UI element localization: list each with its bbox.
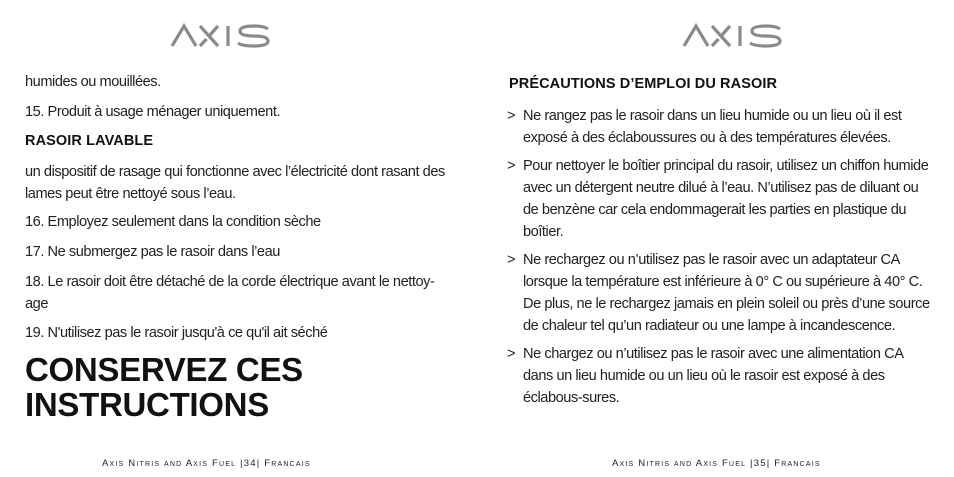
subhead-precautions: PRÉCAUTIONS D’EMPLOI DU RASOIR: [509, 76, 778, 92]
precaution-item: [507, 249, 932, 337]
subhead-rasoir-lavable: RASOIR LAVABLE: [25, 133, 154, 149]
axis-logo: [682, 18, 784, 48]
precaution-text: Ne rechargez ou n’utilisez pas le rasoir avec un adaptateur CA lorsque la température est inférieure à 0° C ou supérieure à 40° C. De plus, ne le rechargez jamais en plein soleil ou près d’une source de chaleur tel qu’un radiateur ou une lampe à incandescence.: [523, 252, 930, 334]
bullet-mark: >: [507, 346, 516, 362]
precaution-item: [507, 155, 932, 243]
item-19: 19. N'utilisez pas le rasoir jusqu'à ce qu'il ait séché: [25, 325, 328, 341]
item-17: 17. Ne submergez pas le rasoir dans l’eau: [25, 244, 280, 260]
axis-logo-icon: [682, 18, 784, 48]
precaution-text: Pour nettoyer le boîtier principal du rasoir, utilisez un chiffon humide avec un détergent neutre dilué à l’eau. N’utilisez pas de diluant ou de benzène car cela endommagerait les parties en plastique du boîtier.: [523, 158, 929, 240]
intro-text: humides ou mouillées.: [25, 74, 161, 90]
bullet-mark: >: [507, 158, 516, 174]
bullet-mark: >: [507, 252, 516, 268]
axis-logo: [170, 18, 272, 48]
precaution-item: [507, 343, 932, 409]
right-page: [477, 0, 954, 477]
washable-description: un dispositif de rasage qui fonctionne avec l’électricité dont rasant des lames peut être nettoyé sous l’eau.: [25, 164, 445, 202]
precaution-text: Ne chargez ou n’utilisez pas le rasoir avec une alimentation CA dans un lieu humide ou un lieu où le rasoir est exposé à des éclabous-sures.: [523, 346, 903, 406]
bullet-mark: >: [507, 108, 516, 124]
big-heading-line1: CONSERVEZ CES: [25, 351, 303, 388]
big-heading-line2: INSTRUCTIONS: [25, 386, 269, 423]
item-15: 15. Produit à usage ménager uniquement.: [25, 104, 281, 120]
footer-right: Axis Nitris and Axis Fuel |35| Francais: [612, 458, 821, 469]
precaution-text: Ne rangez pas le rasoir dans un lieu humide ou un lieu où il est exposé à des éclaboussures ou à des températures élevées.: [523, 108, 902, 146]
big-heading: [25, 352, 303, 422]
item-16: 16. Employez seulement dans la condition sèche: [25, 214, 321, 230]
footer-left: Axis Nitris and Axis Fuel |34| Francais: [102, 458, 311, 469]
item-18: 18. Le rasoir doit être détaché de la corde électrique avant le nettoy-age: [25, 274, 435, 312]
axis-logo-icon: [170, 18, 272, 48]
precaution-item: [507, 105, 932, 149]
